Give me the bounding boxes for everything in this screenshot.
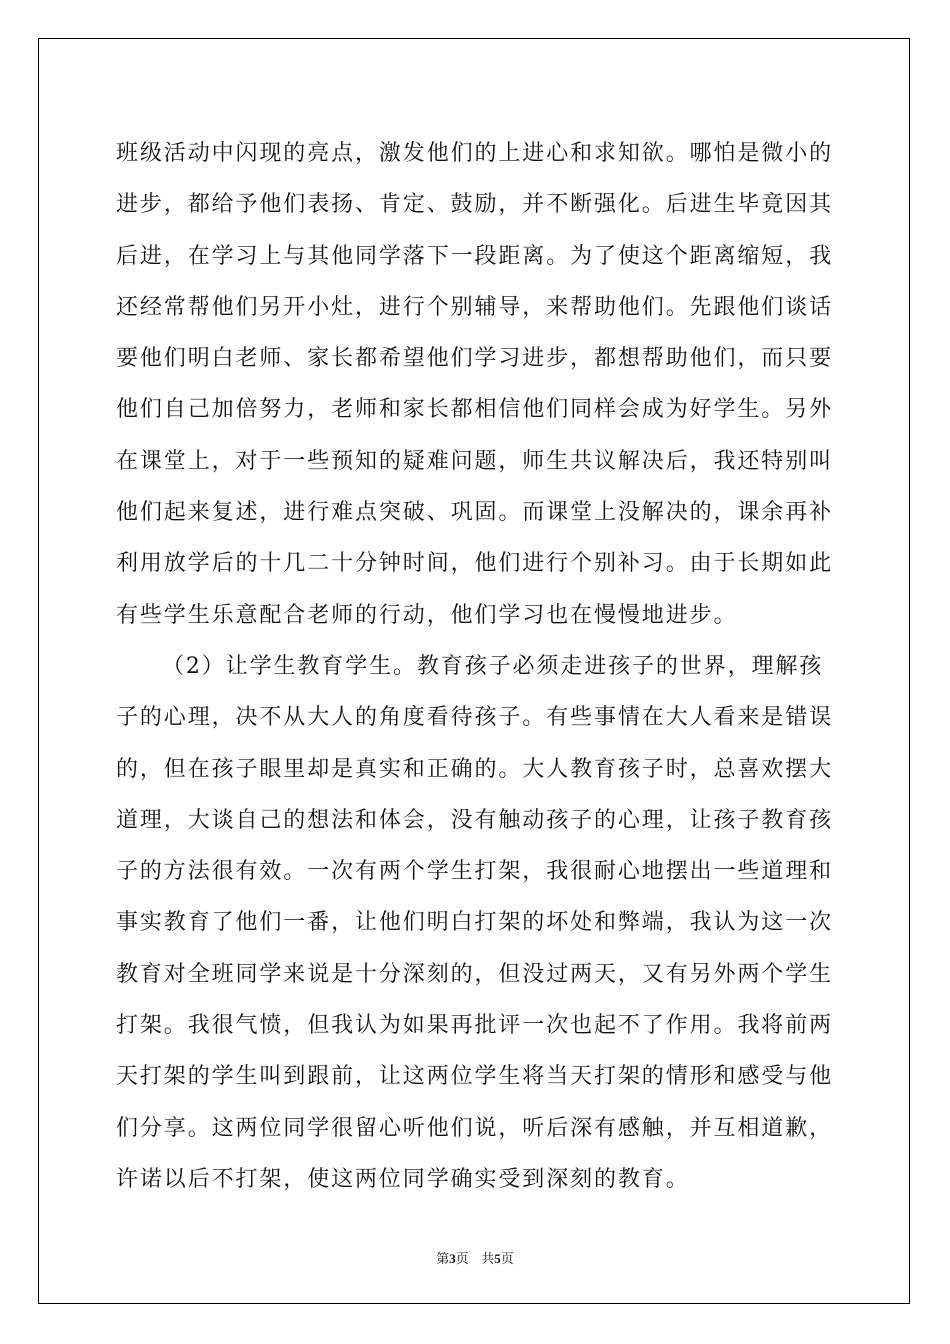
text-line: 天打架的学生叫到跟前，让这两位学生将当天打架的情形和感受与他 [116, 1064, 834, 1090]
text-line: 道理，大谈自己的想法和体会，没有触动孩子的心理，让孩子教育孩 [116, 807, 834, 833]
text-line: 许诺以后不打架，使这两位同学确实受到深刻的教育。 [116, 1166, 690, 1192]
text-line: 的，但在孩子眼里却是真实和正确的。大人教育孩子时，总喜欢摆大 [116, 756, 834, 782]
document-body [116, 128, 834, 1205]
total-prefix: 共 [481, 1252, 495, 1267]
text-line: 要他们明白老师、家长都希望他们学习进步，都想帮助他们，而只要 [116, 346, 834, 372]
text-line: 进步，都给予他们表扬、肯定、鼓励，并不断强化。后进生毕竟因其 [116, 192, 834, 218]
text-line: 打架。我很气愤，但我认为如果再批评一次也起不了作用。我将前两 [116, 1013, 834, 1039]
text-line: 利用放学后的十几二十分钟时间，他们进行个别补习。由于长期如此 [116, 551, 834, 577]
page-suffix: 页 [455, 1252, 469, 1267]
text-line: 子的方法很有效。一次有两个学生打架，我很耐心地摆出一些道理和 [116, 859, 834, 885]
page-number: 3 [449, 1251, 456, 1266]
text-line: 还经常帮他们另开小灶，进行个别辅导，来帮助他们。先跟他们谈话 [116, 294, 834, 320]
page-footer [0, 1248, 950, 1267]
text-line: 教育对全班同学来说是十分深刻的，但没过两天，又有另外两个学生 [116, 961, 834, 987]
text-line: 后进，在学习上与其他同学落下一段距离。为了使这个距离缩短，我 [116, 243, 834, 269]
text-line: 他们起来复述，进行难点突破、巩固。而课堂上没解决的，课余再补 [116, 500, 834, 526]
text-line: 事实教育了他们一番，让他们明白打架的坏处和弊端，我认为这一次 [116, 910, 834, 936]
paragraph-start-line: （2）让学生教育学生。教育孩子必须走进孩子的世界，理解孩 [162, 653, 824, 679]
text-line: 有些学生乐意配合老师的行动，他们学习也在慢慢地进步。 [116, 602, 738, 628]
text-line: 班级活动中闪现的亮点，激发他们的上进心和求知欲。哪怕是微小的 [116, 141, 834, 166]
text-line: 他们自己加倍努力，老师和家长都相信他们同样会成为好学生。另外 [116, 397, 834, 423]
total-pages: 5 [494, 1251, 501, 1266]
text-line: 子的心理，决不从大人的角度看待孩子。有些事情在大人看来是错误 [116, 705, 834, 731]
text-line: 们分享。这两位同学很留心听他们说，听后深有感触，并互相道歉， [116, 1115, 834, 1141]
text-line: 在课堂上，对于一些预知的疑难问题，师生共议解决后，我还特别叫 [116, 448, 834, 474]
total-suffix: 页 [500, 1252, 514, 1267]
page-prefix: 第 [436, 1252, 450, 1267]
